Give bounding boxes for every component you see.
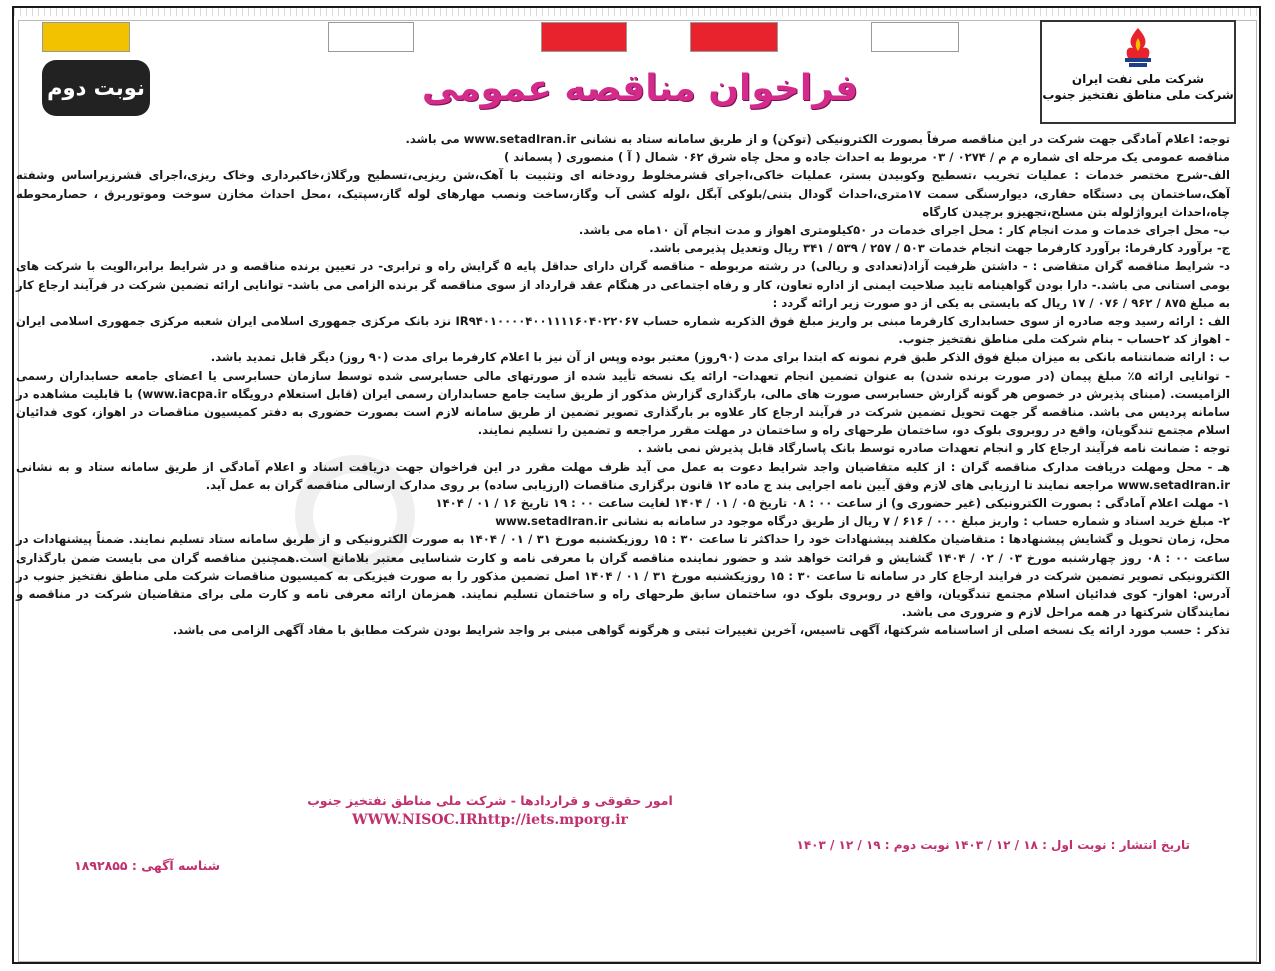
deposit-paragraph: الف : ارائه رسید وجه صادره از سوی حسابداری کارفرما مبنی بر واریز مبلغ فوق الذکربه شماره حساب IR۹۴۰۱۰۰۰۰۴۰۰۱۱۱۱۶۰۴۰۲۲۰۶۷ نزد بانک مرکزی جمهوری اسلامی ایران شعبه مرکزی جمهوری اسلامی ایران - اهواز کد ۲حساب - بنام شرکت ملی مناطق نفتخیز جنوب. (16, 314, 1231, 347)
color-swatch-white (328, 22, 414, 52)
tender-body (16, 130, 1230, 640)
color-swatch-white-2 (871, 22, 959, 52)
documents-deadline-paragraph: هـ - محل ومهلت دریافت مدارک مناقصه گران : از کلیه متقاضیان واجد شرایط دعوت به عمل می آید ظرف مهلت مقرر در این فراخوان جهت دریافت اسناد و اعلام آمادگی از طریق سامانه ستاد و به نشانی www.setadIran.ir مراجعه نمایند تا ارزیابی های لازم وفق آیین نامه اجرایی بند ج ماده ۱۲ قانون برگزاری مناقصات (ارزیابی ساده) بر روی مدارک ارسالی مناقصه گران به عمل آید. (16, 459, 1230, 492)
website-links: WWW.NISOC.IRhttp://iets.mporg.ir (352, 812, 628, 828)
pasargad-note-paragraph: توجه : ضمانت نامه فرآیند ارجاع کار و انجام تعهدات صادره توسط بانک پاسارگاد قابل پذیرش نمی باشد . (637, 441, 1230, 456)
conditions-paragraph: د- شرایط مناقصه گران متقاضی : - داشتن ظرفیت آزاد(تعدادی و ریالی) در رشته مربوطه - مناقصه گران دارای حداقل پایه ۵ گرایش راه و ترابری- در تعیین برنده مناقصه و در شرایط برابر،الویت با شرکت های بومی استانی می باشد.- دارا بودن گواهینامه تایید صلاحیت ایمنی از اداره تعاون، کار و رفاه اجتماعی در هنگام عقد قرارداد از سوی مناقصه گر برنده الزامی می باشد- توانایی ارائه تضمین شرکت در فرآیند ارجاع کار به مبلغ ۸۷۵ / ۹۶۲ / ۰۷۶ / ۱۷ ریال که بایستی به یکی از دو صورت زیر ارائه گردد : (16, 259, 1230, 310)
page-title: فراخوان مناقصه عمومی (421, 68, 859, 109)
submission-opening-paragraph: محل، زمان تحویل و گشایش پیشنهادها : متقاضیان مکلفند پیشنهادات خود را حداکثر تا ساعت ۳۰ : ۱۵ روزیکشنبه مورخ ۳۱ / ۰۱ / ۱۴۰۴ به صورت الکترونیکی و از طریق سامانه ستاد تسلیم نمایند. ضمناً پیشنهادات در ساعت ۰۰ : ۰۸ روز چهارشنبه مورخ ۰۳ / ۰۲ / ۱۴۰۴ گشایش و قرائت خواهد شد و حضور نماینده مناقصه گران با معرفی نامه و کارت شناسایی معتبر بلامانع است.همچنین مناقصه گران می بایست ضمن بارگذاری الکترونیکی تصویر تضمین شرکت در فرایند ارجاع کار در سامانه تا ساعت ۳۰ : ۱۵ روزیکشنبه مورخ ۳۱ / ۰۱ / ۱۴۰۴ اصل تضمین مذکور را به صورت فیزیکی به کمیسیون مناقصات شرکت ملی مناطق نفتخیز جنوب در آدرس: اهواز- کوی فدائیان اسلام مجتمع تندگویان، واقع در روبروی بلوک دو، ساختمان سابق طرحهای راه و ساختمان تسلیم نمایند. همزمان ارائه معرفی نامه و کارت ملی برای متقاضیان شرکت در مناقصه و نمایندگان شرکتها در همه مراحل لازم و ضروری می باشد. (16, 532, 1231, 620)
signature-line: امور حقوقی و قراردادها - شرکت ملی مناطق نفتخیز جنوب (307, 793, 673, 808)
document-fee-paragraph: ۲- مبلغ خرید اسناد و شماره حساب : واریز مبلغ ۰۰۰ / ۶۱۶ / ۷ ریال از طریق درگاه موجود در سامانه به نشانی www.setadIran.ir (495, 514, 1230, 529)
company-logo-box (1040, 20, 1236, 124)
company-name-nioc: شرکت ملی نفت ایران (1071, 72, 1205, 86)
location-duration-paragraph: ب- محل اجرای خدمات و مدت انجام کار : محل اجرای خدمات در ۵۰کیلومتری اهواز و مدت انجام آن ۱۰ماه می باشد. (578, 223, 1230, 238)
readiness-deadline-paragraph: ۱- مهلت اعلام آمادگی : بصورت الکترونیکی (غیر حضوری و) از ساعت ۰۰ : ۰۸ تاریخ ۰۵ / ۰۱ / ۱۴۰۴ لغایت ساعت ۰۰ : ۱۹ تاریخ ۱۶ / ۰۱ / ۱۴۰۴ (435, 496, 1230, 511)
nioc-flame-logo-icon (1115, 26, 1161, 70)
notice-paragraph: توجه: اعلام آمادگی جهت شرکت در این مناقصه صرفاً بصورت الکترونیکی (توکن) و از طریق سامانه ستاد به نشانی www.setadIran.ir می باشد. (405, 132, 1230, 146)
estimate-paragraph: ج- برآورد کارفرما: برآورد کارفرما جهت انجام خدمات ۵۰۳ / ۲۵۷ / ۵۳۹ / ۳۴۱ ریال وتعدیل پذیرمی باشد. (649, 241, 1230, 256)
color-swatch-yellow (42, 22, 130, 52)
performance-guarantee-paragraph: - توانایی ارائه ۵٪ مبلغ پیمان (در صورت برنده شدن) به عنوان تضمین انجام تعهدات- ارائه یک نسخه تأیید شده از صورتهای مالی حسابرسی شده توسط سازمان حسابرسی یا اعضای جامعه حسابداران رسمی الزامیست. (مبنای پذیرش در خصوص هر گونه گزارش حسابرسی صورت های مالی، بارگذاری گزارش مذکور از طریق سایت جامع حسابداران رسمی ایران (قابل استعلام درویگاه www.iacpa.ir) با قابلیت مشاهده در سامانه پردیس می باشد. مناقصه گر جهت تحویل تضمین شرکت در فرآیند ارجاع کار علاوه بر بارگذاری تصویر تضمین از طریق سامانه لازم است بصورت حضوری به دفتر کمیسیون مناقصات در اهواز، کوی فدائیان اسلام مجتمع تندگویان، واقع در روبروی بلوک دو، ساختمان طرحهای راه و ساختمان در مهلت مقرر مراجعه و تضمین را تسلیم نمایند. (16, 368, 1230, 438)
color-swatch-red (541, 22, 627, 52)
bank-guarantee-paragraph: ب : ارائه ضمانتنامه بانکی به میزان مبلغ فوق الذکر طبق فرم نمونه که ابتدا برای مدت (۹۰روز) معتبر بوده وپس از آن نیز با اعلام کارفرما برای مدت (۹۰ روز) دیگر قابل تمدید باشد. (210, 350, 1230, 365)
tender-number-paragraph: مناقصه عمومی یک مرحله ای شماره م م / ۰۲۷۴ / ۰۳ مربوط به احداث جاده و محل چاه شرق ۰۶۲ شمال ( آ ) منصوری ( پسماند ) (504, 150, 1230, 165)
round-badge: نوبت دوم (42, 60, 150, 116)
publication-dates: تاریخ انتشار : نوبت اول : ۱۸ / ۱۲ / ۱۴۰۳ نوبت دوم : ۱۹ / ۱۲ / ۱۴۰۳ (796, 838, 1190, 852)
company-name-nisoc: شرکت ملی مناطق نفتخیز جنوب (1042, 88, 1234, 102)
reminder-paragraph: تذکر : حسب مورد ارائه یک نسخه اصلی از اساسنامه شرکتها، آگهی تاسیس، آخرین تغییرات ثبتی و هرگونه گواهی مبنی بر واجد شرایط بودن شرکت مطابق با مفاد آگهی الزامی می باشد. (172, 623, 1230, 638)
ad-identifier: شناسه آگهی : ۱۸۹۲۸۵۵ (74, 858, 220, 873)
services-description-paragraph: الف-شرح مختصر خدمات : عملیات تخریب ،تسطیح وکوبیدن بستر، عملیات خاکی،اجرای قشرمخلوط رودخانه ای وتثبیت با آهک،شن ریزیی،تسطیح ورگلاژ،خاکبرداری وخاک ریزی،اجرای قشرزیراساس وشفته آهک،ساختمان پی دستگاه حفاری، دیوارسنگی سمت ۱۷متری،احداث گودال بتنی/بلوکی آبگل ،لوله کشی آب وگاز،ساخت ونصب مهارهای لوله گاز،سپتیک، ،محل احداث مخازن سوخت وموتوربرق ، حصارمحوطه چاه،احداث ایرواژلوله بتن مسلح،تجهیزو برچیدن کارگاه (16, 168, 1230, 219)
color-swatch-red-2 (690, 22, 778, 52)
